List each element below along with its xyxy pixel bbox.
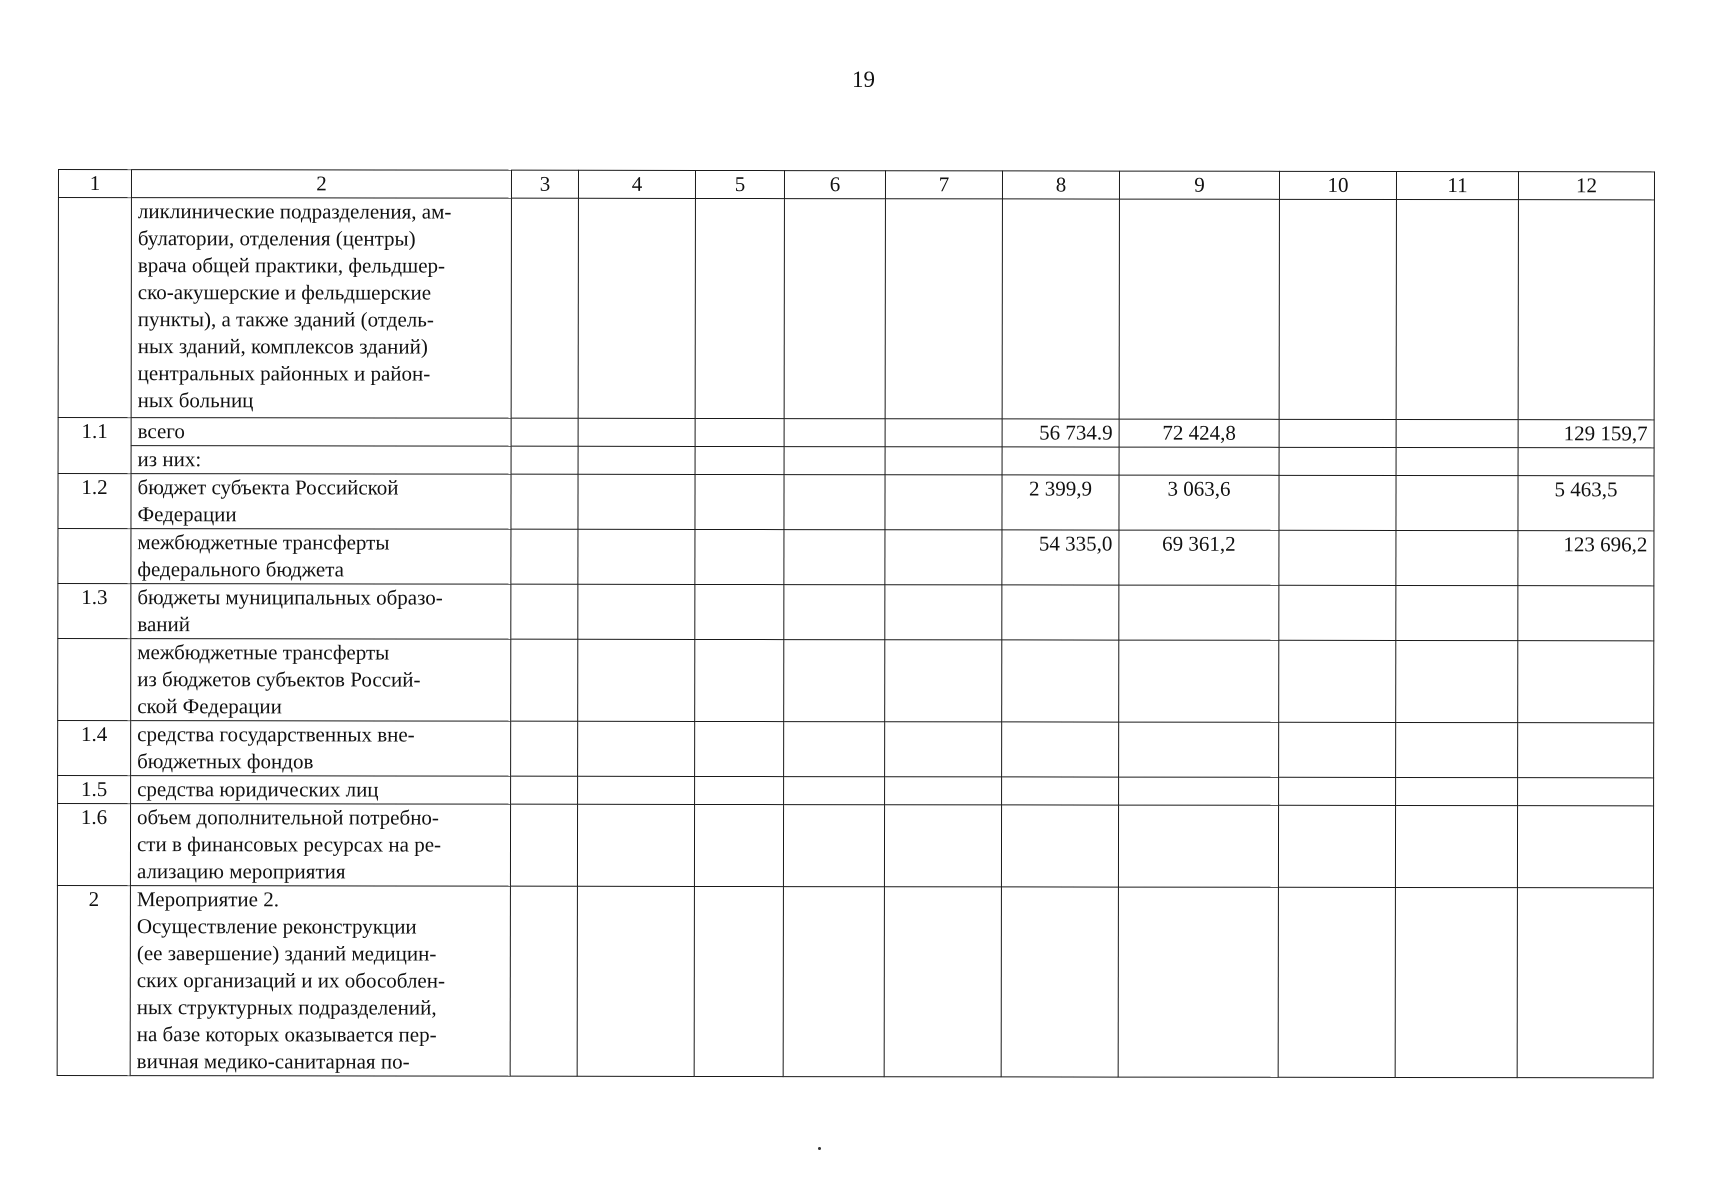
- row-description: бюджеты муниципальных образо- ваний: [131, 584, 511, 640]
- table-row: [58, 418, 1654, 448]
- value-cell: 72 424,8: [1119, 419, 1279, 447]
- value-cell: 54 335,0: [1002, 530, 1119, 585]
- header-cell: 6: [784, 171, 885, 199]
- table-row: [58, 529, 1654, 586]
- table-row: [58, 776, 1654, 806]
- scan-speck: [818, 1147, 821, 1150]
- table-row: [58, 446, 1654, 476]
- header-cell: 4: [578, 170, 695, 198]
- value-cell: 56 734.9: [1002, 419, 1119, 447]
- row-description: ликлинические подразделения, ам- булатории, отделения (центры) врача общей практики, фельдшер- ско-акушерские и фельдшерские пункты), а также зданий (отдель- ных зданий, комплексов зданий) центральных районных и район- ных больниц: [131, 198, 511, 419]
- row-number-cell: 1.2: [58, 474, 131, 529]
- table-row: [58, 474, 1654, 531]
- table-row: [58, 584, 1654, 641]
- header-cell: 3: [511, 170, 578, 198]
- table-row: [58, 639, 1654, 723]
- row-number-cell: 2: [57, 885, 130, 1075]
- row-description: объем дополнительной потребно- сти в финансовых ресурсах на ре- ализацию мероприятия: [130, 804, 510, 887]
- row-number-cell: [58, 529, 131, 584]
- header-cell: 11: [1396, 171, 1518, 199]
- row-number-cell: 1.1: [58, 418, 131, 474]
- table-row: [58, 198, 1654, 420]
- table-row: [57, 885, 1653, 1077]
- table-row: [57, 804, 1653, 888]
- row-description: межбюджетные трансферты из бюджетов субъектов Россий- ской Федерации: [131, 639, 511, 722]
- row-number-cell: 1.4: [58, 721, 131, 776]
- row-description: средства юридических лиц: [131, 776, 511, 805]
- value-cell: 69 361,2: [1119, 530, 1279, 585]
- header-cell: 10: [1279, 171, 1396, 199]
- value-cell: 5 463,5: [1518, 476, 1654, 531]
- row-number-cell: 1.5: [58, 776, 131, 804]
- row-description: средства государственных вне- бюджетных фондов: [131, 721, 511, 777]
- page-number: 19: [852, 67, 875, 92]
- header-cell: 8: [1002, 171, 1119, 199]
- value-cell: 123 696,2: [1518, 531, 1654, 586]
- row-description: из них:: [131, 446, 511, 475]
- value-cell: 129 159,7: [1518, 420, 1654, 448]
- value-cell: 2 399,9: [1002, 475, 1119, 530]
- row-description: бюджет субъекта Российской Федерации: [131, 474, 511, 530]
- header-cell: 9: [1119, 171, 1279, 199]
- row-number-cell: [58, 639, 131, 721]
- row-description: всего: [131, 418, 511, 447]
- header-cell: 12: [1518, 172, 1654, 200]
- budget-table: [57, 169, 1655, 1078]
- header-cell: 2: [131, 170, 511, 199]
- row-number-cell: 1.6: [57, 804, 130, 886]
- header-row: [58, 170, 1654, 200]
- row-number-cell: 1.3: [58, 584, 131, 639]
- table-row: [58, 721, 1654, 778]
- row-number-cell: [58, 198, 131, 418]
- row-description: Мероприятие 2. Осуществление реконструкции (ее завершение) зданий медицин- ских организаций и их обособлен- ных структурных подразделений, на базе которых оказывается пер- вичная медико-санитарная по-: [130, 886, 510, 1077]
- header-cell: 7: [885, 171, 1002, 199]
- value-cell: 3 063,6: [1119, 475, 1279, 530]
- header-cell: 1: [58, 170, 131, 198]
- row-description: межбюджетные трансферты федерального бюджета: [131, 529, 511, 585]
- header-cell: 5: [695, 170, 784, 198]
